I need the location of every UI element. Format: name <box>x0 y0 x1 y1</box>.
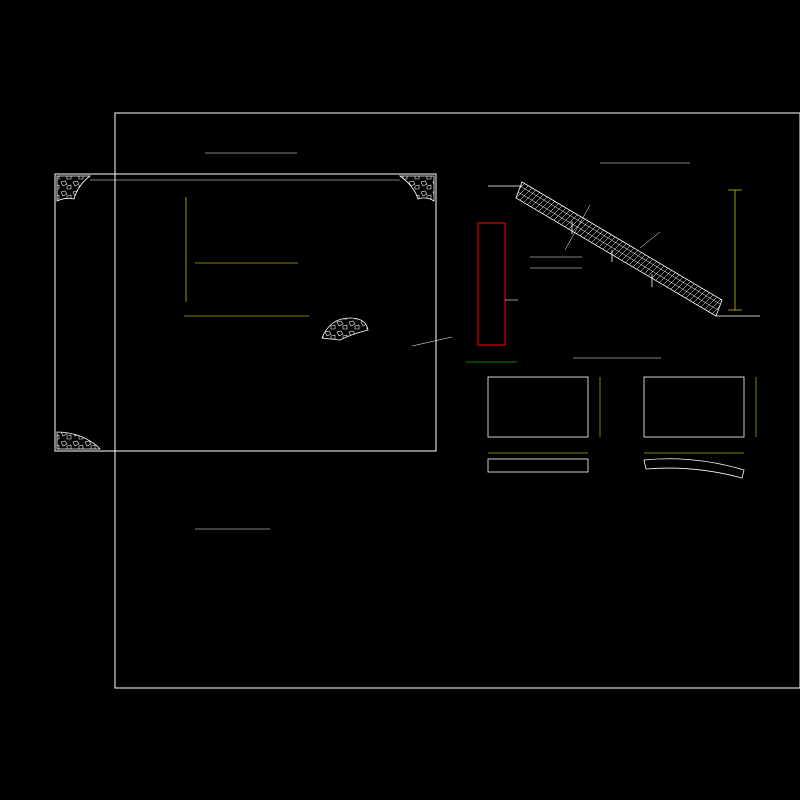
anchor-leader-line <box>412 337 452 346</box>
plan-view-frame <box>55 174 436 451</box>
curb-plan-curved <box>644 459 744 478</box>
curb-plan-straight <box>488 459 588 472</box>
curb-side-view <box>644 377 744 437</box>
drawing-frame <box>115 113 800 688</box>
corner-stones-bottom-left <box>57 432 100 449</box>
corner-stones-top-left <box>57 176 90 201</box>
anchor-rebar-shape <box>478 223 505 345</box>
section-slope <box>488 182 760 316</box>
curb-front-view <box>488 377 588 437</box>
corner-stones-middle <box>322 318 368 340</box>
corner-stones-top-right <box>400 176 434 201</box>
